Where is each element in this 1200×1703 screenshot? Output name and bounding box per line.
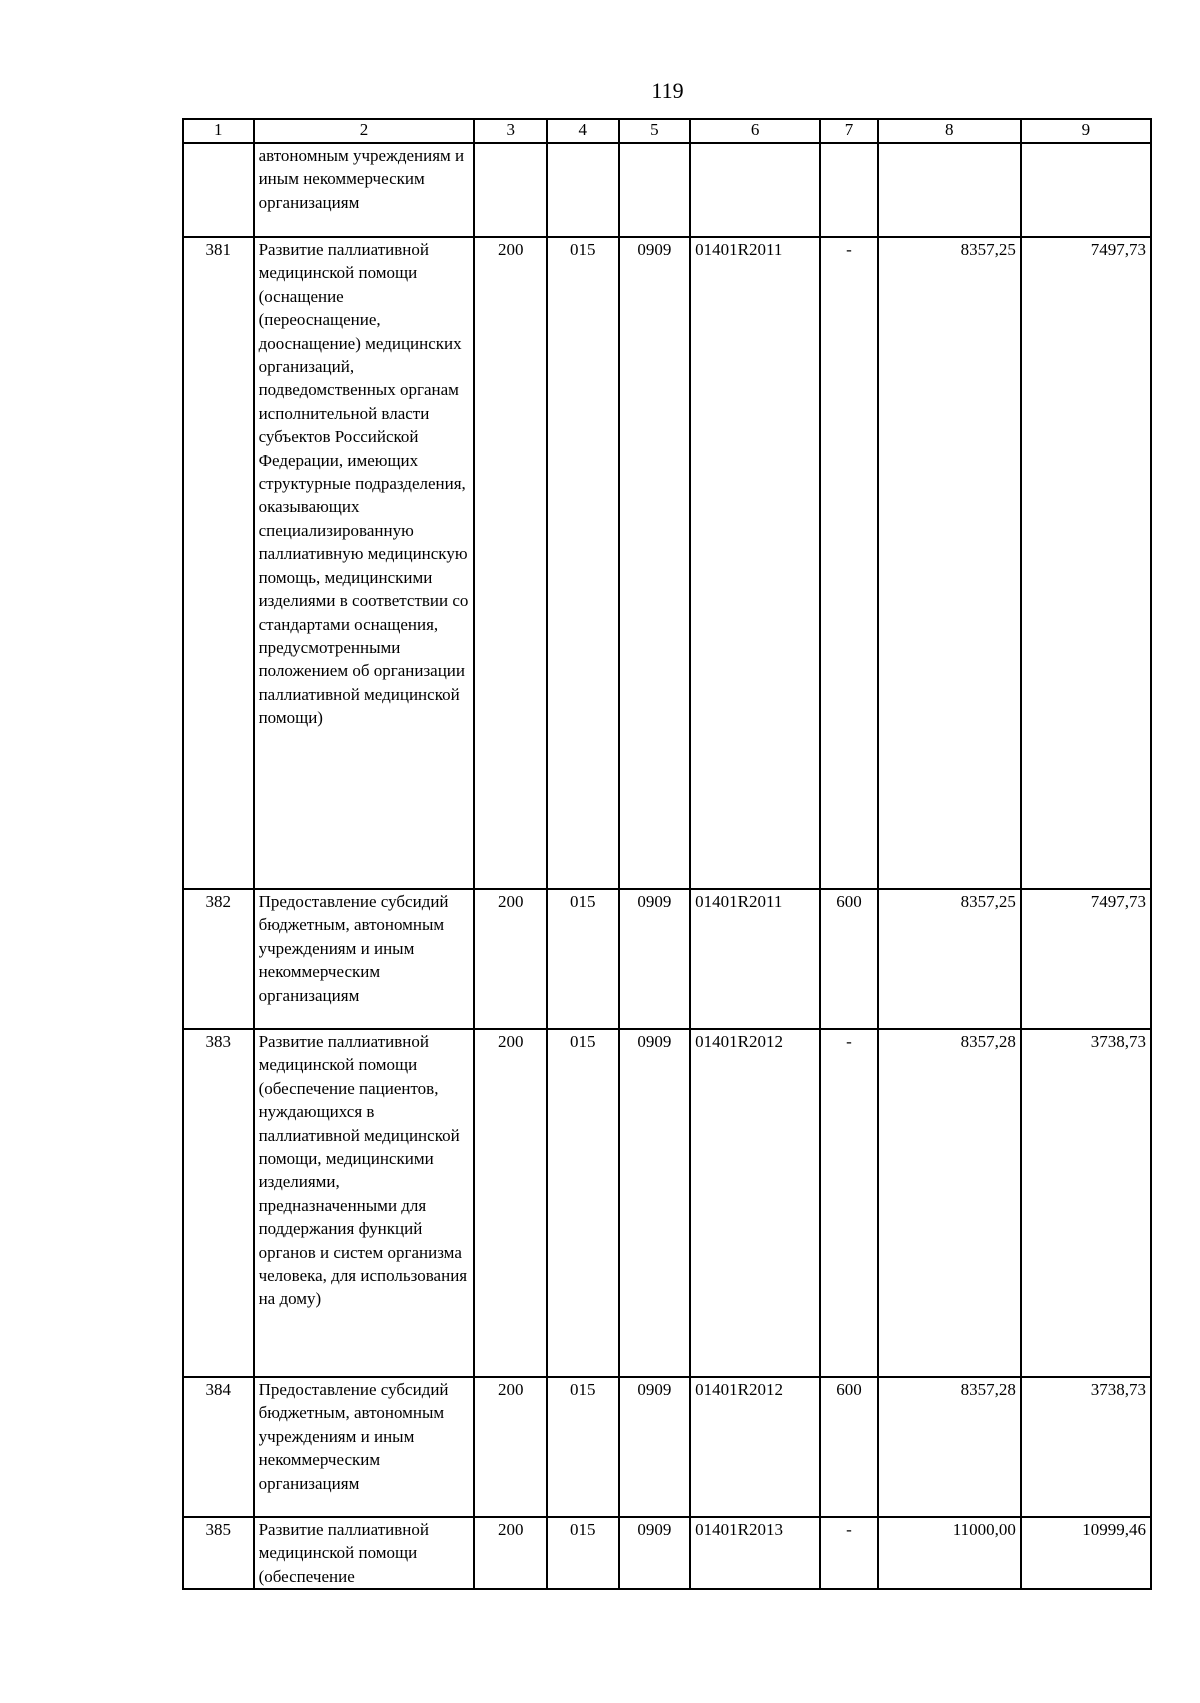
row-col-7: 600 — [820, 1377, 877, 1517]
row-col-4 — [547, 143, 619, 237]
row-col-6: 01401R2012 — [690, 1377, 820, 1517]
row-col-4: 015 — [547, 889, 619, 1029]
row-description: Развитие паллиативной медицинской помощи (обеспечение — [254, 1517, 475, 1589]
row-col-7: - — [820, 237, 877, 889]
table-row — [183, 1517, 1151, 1589]
row-number: 382 — [183, 889, 254, 1029]
row-col-8: 8357,28 — [878, 1029, 1021, 1377]
row-col-3: 200 — [474, 1377, 547, 1517]
row-col-3: 200 — [474, 237, 547, 889]
row-col-6: 01401R2013 — [690, 1517, 820, 1589]
row-col-5: 0909 — [619, 237, 691, 889]
header-col-4: 4 — [547, 119, 619, 143]
row-col-9: 3738,73 — [1021, 1029, 1151, 1377]
header-col-8: 8 — [878, 119, 1021, 143]
row-description: автономным учреждениям и иным некоммерческим организациям — [254, 143, 475, 237]
table-body — [183, 143, 1151, 1589]
table-row-continuation — [183, 143, 1151, 237]
row-col-5 — [619, 143, 691, 237]
row-col-9: 7497,73 — [1021, 889, 1151, 1029]
page-number: 119 — [651, 78, 684, 103]
row-col-7 — [820, 143, 877, 237]
row-col-7: 600 — [820, 889, 877, 1029]
row-col-8: 8357,25 — [878, 237, 1021, 889]
header-col-3: 3 — [474, 119, 547, 143]
row-col-3: 200 — [474, 1517, 547, 1589]
header-col-6: 6 — [690, 119, 820, 143]
row-col-4: 015 — [547, 1029, 619, 1377]
row-number: 383 — [183, 1029, 254, 1377]
row-col-4: 015 — [547, 1517, 619, 1589]
row-col-3 — [474, 143, 547, 237]
header-row — [183, 119, 1151, 143]
row-col-6: 01401R2011 — [690, 889, 820, 1029]
row-col-6 — [690, 143, 820, 237]
row-col-6: 01401R2011 — [690, 237, 820, 889]
row-description: Предоставление субсидий бюджетным, автономным учреждениям и иным некоммерческим организациям — [254, 1377, 475, 1517]
row-col-5: 0909 — [619, 1517, 691, 1589]
row-description: Предоставление субсидий бюджетным, автономным учреждениям и иным некоммерческим организациям — [254, 889, 475, 1029]
row-col-8: 8357,28 — [878, 1377, 1021, 1517]
budget-table — [182, 118, 1152, 1590]
row-col-7: - — [820, 1029, 877, 1377]
row-col-7: - — [820, 1517, 877, 1589]
row-number — [183, 143, 254, 237]
table-row — [183, 1377, 1151, 1517]
row-col-9: 7497,73 — [1021, 237, 1151, 889]
row-col-5: 0909 — [619, 1029, 691, 1377]
row-col-3: 200 — [474, 889, 547, 1029]
row-col-4: 015 — [547, 237, 619, 889]
table-header — [183, 119, 1151, 143]
row-description: Развитие паллиативной медицинской помощи (обеспечение пациентов, нуждающихся в паллиативной медицинской помощи, медицинскими изделиями, предназначенными для поддержания функций органов и систем организма человека, для использования на дому) — [254, 1029, 475, 1377]
row-col-8: 11000,00 — [878, 1517, 1021, 1589]
row-col-8: 8357,25 — [878, 889, 1021, 1029]
row-col-9: 3738,73 — [1021, 1377, 1151, 1517]
table-row — [183, 237, 1151, 889]
row-col-9: 10999,46 — [1021, 1517, 1151, 1589]
row-col-6: 01401R2012 — [690, 1029, 820, 1377]
row-number: 381 — [183, 237, 254, 889]
table-row — [183, 889, 1151, 1029]
header-col-7: 7 — [820, 119, 877, 143]
row-col-4: 015 — [547, 1377, 619, 1517]
row-col-9 — [1021, 143, 1151, 237]
table-row — [183, 1029, 1151, 1377]
header-col-1: 1 — [183, 119, 254, 143]
row-col-5: 0909 — [619, 1377, 691, 1517]
row-description: Развитие паллиативной медицинской помощи (оснащение (переоснащение, дооснащение) медицинских организаций, подведомственных органам исполнительной власти субъектов Российской Федерации, имеющих структурные подразделения, оказывающих специализированную паллиативную медицинскую помощь, медицинскими изделиями в соответствии со стандартами оснащения, предусмотренными положением об организации паллиативной медицинской помощи) — [254, 237, 475, 889]
header-col-2: 2 — [254, 119, 475, 143]
header-col-9: 9 — [1021, 119, 1151, 143]
row-number: 384 — [183, 1377, 254, 1517]
row-number: 385 — [183, 1517, 254, 1589]
row-col-3: 200 — [474, 1029, 547, 1377]
header-col-5: 5 — [619, 119, 691, 143]
row-col-8 — [878, 143, 1021, 237]
row-col-5: 0909 — [619, 889, 691, 1029]
